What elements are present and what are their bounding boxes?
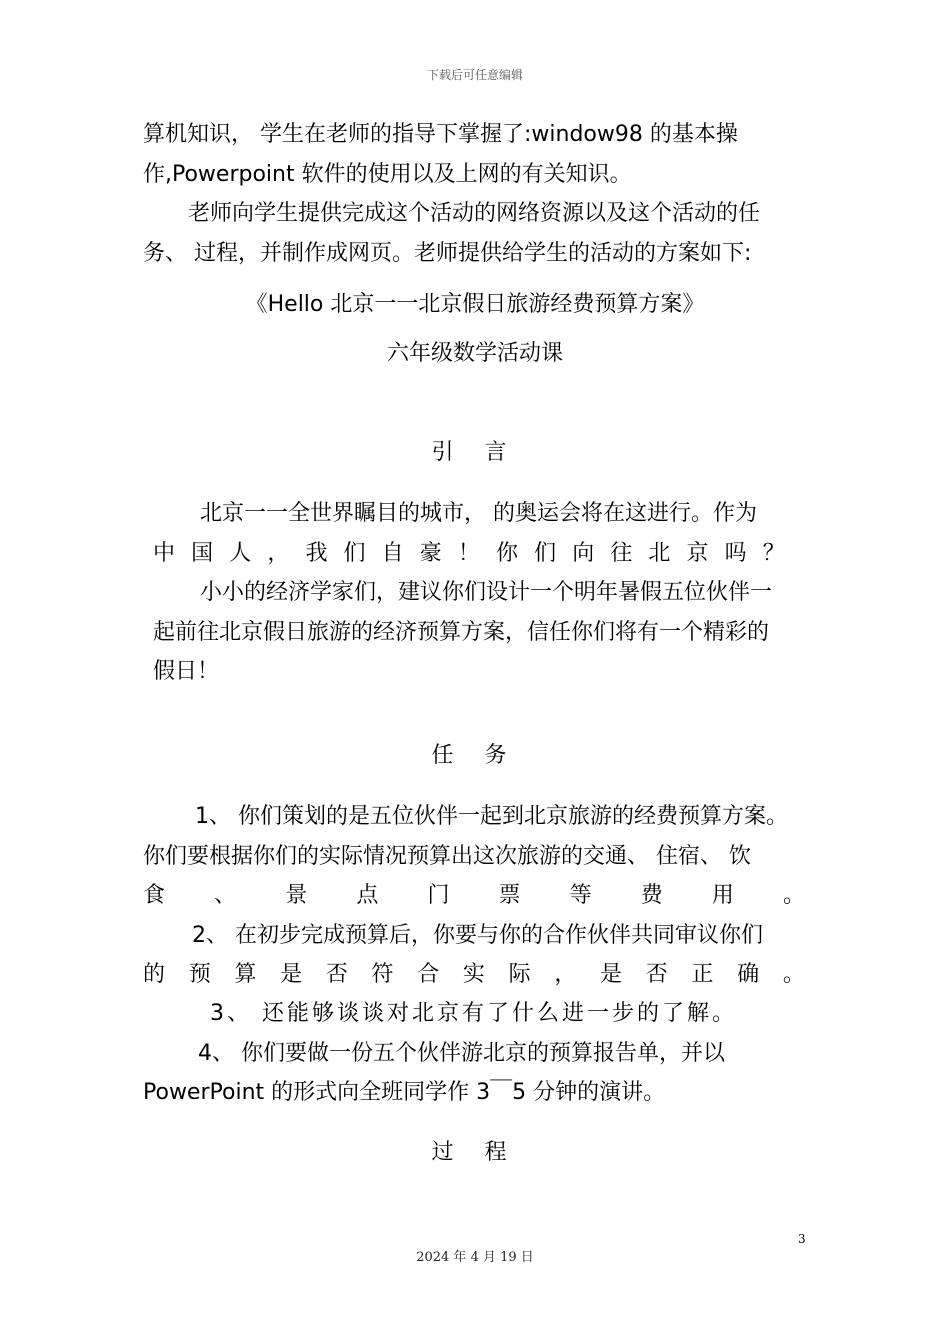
spread-word: 否 [645, 962, 668, 987]
task-item-1-line-1: 1、 你们策划的是五位伙伴一起到北京旅游的经费预算方案。 [195, 804, 788, 829]
spread-word: 正 [691, 962, 714, 987]
task-item-2-line-2 [143, 960, 805, 990]
spread-word: 合 [417, 962, 440, 987]
spread-word: 实 [462, 962, 485, 987]
spread-word: 用 [711, 883, 734, 908]
spread-word: 们 [534, 541, 557, 566]
spread-word: 。 [782, 883, 805, 908]
task-item-3: 3、 还能够谈谈对北京有了什么进一步的了解。 [210, 1001, 737, 1026]
spread-word: 吗 [724, 541, 747, 566]
spread-word: 中 [153, 541, 176, 566]
spread-word: 食 [143, 883, 166, 908]
spread-word: 是 [600, 962, 623, 987]
spread-word: 等 [569, 883, 592, 908]
plan-subtitle: 六年级数学活动课 [386, 341, 563, 366]
spread-word: ！ [457, 541, 480, 566]
spread-word: ， [267, 541, 290, 566]
spread-word: ？ [762, 541, 785, 566]
spread-word: 向 [572, 541, 595, 566]
spread-word: 点 [356, 883, 379, 908]
task-item-1-line-2: 你们要根据你们的实际情况预算出这次旅游的交通、 住宿、 饮 [143, 844, 751, 869]
task-item-2-line-1: 2、 在初步完成预算后，你要与你的合作伙伴共同审议你们 [192, 923, 763, 948]
spread-word: 否 [325, 962, 348, 987]
spread-word: ， [554, 962, 577, 987]
page-number: 3 [798, 1232, 806, 1246]
section-heading-process: 过 程 [431, 1140, 519, 1165]
spread-word: 预 [188, 962, 211, 987]
spread-word: 门 [427, 883, 450, 908]
section-heading-intro: 引 言 [431, 440, 519, 465]
spread-word: 、 [214, 883, 237, 908]
plan-title: 《Hello 北京一一北京假日旅游经费预算方案》 [245, 292, 705, 317]
page-footer-date: 2024 年 4 月 19 日 [416, 1250, 534, 1265]
spread-word: 符 [371, 962, 394, 987]
intro-line-2: 作,Powerpoint 软件的使用以及上网的有关知识。 [143, 162, 632, 187]
spread-word: 豪 [419, 541, 442, 566]
task-item-4-line-1: 4、 你们要做一份五个伙伴游北京的预算报告单，并以 [198, 1041, 725, 1066]
task-item-4-line-2: PowerPoint 的形式向全班同学作 3￣5 分钟的演讲。 [143, 1080, 666, 1105]
spread-word: 北 [648, 541, 671, 566]
intro-para-line-3: 小小的经济学家们，建议你们设计一个明年暑假五位伙伴一 [200, 580, 773, 605]
page-header: 下载后可任意编辑 [426, 68, 523, 82]
spread-word: 京 [686, 541, 709, 566]
spread-word: 。 [782, 962, 805, 987]
spread-word: 人 [229, 541, 252, 566]
spread-word: 际 [508, 962, 531, 987]
intro-line-3: 老师向学生提供完成这个活动的网络资源以及这个活动的任 [188, 201, 761, 226]
intro-para-line-2 [153, 539, 785, 569]
spread-word: 们 [343, 541, 366, 566]
spread-word: 票 [498, 883, 521, 908]
spread-word: 景 [285, 883, 308, 908]
spread-word: 的 [143, 962, 166, 987]
spread-word: 自 [381, 541, 404, 566]
spread-word: 确 [737, 962, 760, 987]
section-heading-task: 任 务 [431, 743, 519, 768]
spread-word: 国 [191, 541, 214, 566]
spread-word: 我 [305, 541, 328, 566]
spread-word: 往 [610, 541, 633, 566]
intro-line-4: 务、 过程，并制作成网页。老师提供给学生的活动的方案如下: [143, 241, 752, 266]
task-item-1-line-3 [143, 881, 805, 911]
intro-para-line-5: 假日！ [153, 659, 220, 684]
spread-word: 算 [234, 962, 257, 987]
intro-para-line-4: 起前往北京假日旅游的经济预算方案，信任你们将有一个精彩的 [153, 620, 770, 645]
spread-word: 你 [495, 541, 518, 566]
intro-para-line-1: 北京一一全世界瞩目的城市， 的奥运会将在这进行。作为 [200, 501, 757, 526]
intro-line-1: 算机知识， 学生在老师的指导下掌握了:window98 的基本操 [143, 122, 738, 147]
spread-word: 是 [280, 962, 303, 987]
spread-word: 费 [640, 883, 663, 908]
